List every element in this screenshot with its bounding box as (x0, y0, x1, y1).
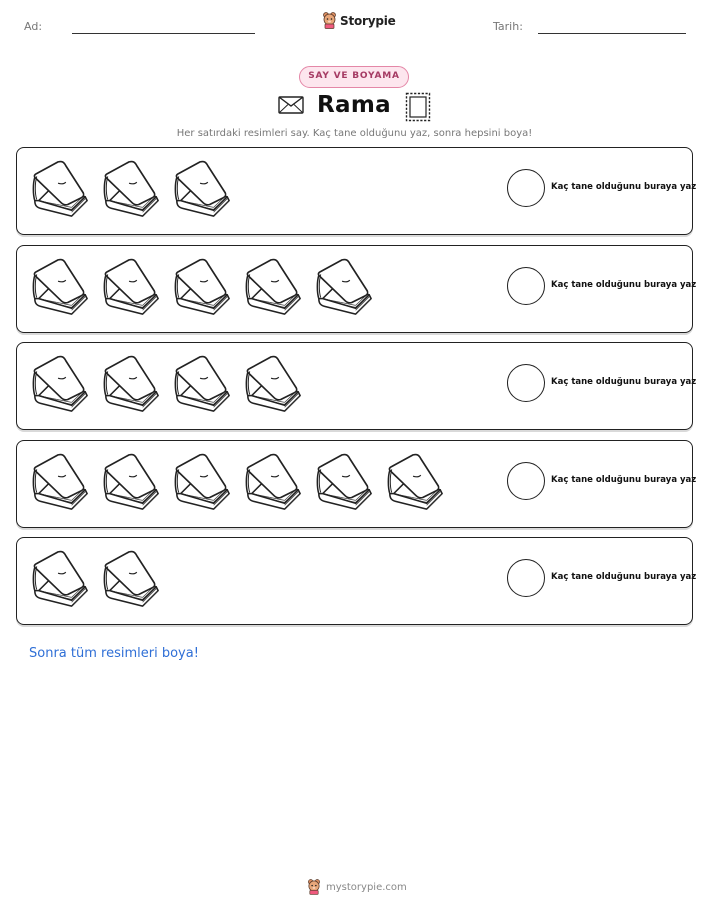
book-icon (29, 548, 91, 610)
coloring-instruction: Sonra tüm resimleri boya! (29, 646, 199, 661)
answer-label: Kaç tane olduğunu buraya yaz (551, 572, 697, 582)
book-icon (171, 451, 233, 513)
book-icon (29, 256, 91, 318)
book-icon (384, 451, 446, 513)
name-line (72, 33, 255, 34)
date-label: Tarih: (493, 20, 523, 33)
counting-row (16, 147, 697, 235)
brand-name: Storypie (340, 13, 396, 28)
book-icon (242, 256, 304, 318)
book-icon (29, 353, 91, 415)
brand (322, 12, 396, 29)
answer-label: Kaç tane olduğunu buraya yaz (551, 377, 697, 387)
site-url: mystorypie.com (326, 881, 407, 893)
answer-label: Kaç tane olduğunu buraya yaz (551, 279, 697, 290)
book-icon (313, 256, 375, 318)
counting-row (16, 342, 697, 430)
instructions: Her satırdaki resimleri say. Kaç tane olduğunu yaz, sonra hepsini boya! (176, 128, 533, 139)
book-icon (171, 353, 233, 415)
answer-circle[interactable] (507, 462, 545, 500)
book-icon (100, 548, 162, 610)
storypie-logo-icon (322, 12, 337, 29)
counting-row (16, 537, 697, 625)
answer-circle[interactable] (507, 169, 545, 207)
title-row (0, 92, 709, 124)
storypie-logo-icon (307, 879, 321, 895)
book-icon (29, 451, 91, 513)
answer-label: Kaç tane olduğunu buraya yaz (551, 474, 697, 485)
book-icon (171, 158, 233, 220)
book-group (29, 158, 233, 220)
book-icon (100, 158, 162, 220)
activity-badge: SAY VE BOYAMA (299, 66, 409, 88)
envelope-icon (278, 96, 304, 114)
counting-rows (16, 147, 697, 635)
answer-label: Kaç tane olduğunu buraya yaz (551, 182, 697, 192)
book-icon (242, 353, 304, 415)
counting-row (16, 440, 697, 528)
answer-circle[interactable] (507, 364, 545, 402)
book-icon (100, 256, 162, 318)
book-icon (100, 353, 162, 415)
site-footer (307, 879, 407, 895)
book-group (29, 353, 304, 415)
page-title: Rama (317, 92, 391, 118)
answer-circle[interactable] (507, 559, 545, 597)
stamp-icon (405, 92, 431, 122)
book-group (29, 548, 162, 610)
book-group (29, 451, 446, 513)
book-icon (242, 451, 304, 513)
date-line (538, 33, 686, 34)
answer-circle[interactable] (507, 267, 545, 305)
book-group (29, 256, 375, 318)
name-label: Ad: (24, 20, 43, 33)
book-icon (313, 451, 375, 513)
book-icon (171, 256, 233, 318)
book-icon (29, 158, 91, 220)
book-icon (100, 451, 162, 513)
counting-row (16, 245, 697, 333)
